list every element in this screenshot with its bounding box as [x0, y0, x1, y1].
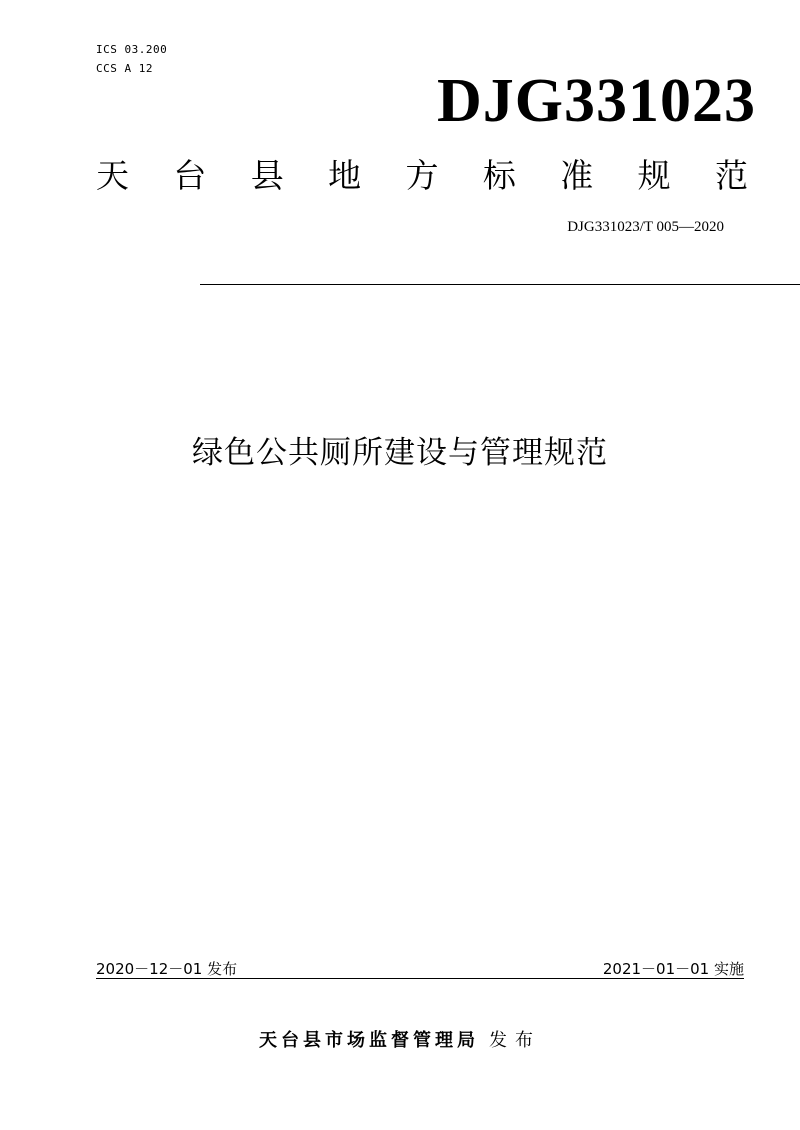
standard-type-char: 规: [637, 156, 671, 195]
issuer-line: [0, 1027, 800, 1055]
standard-type-char: 标: [482, 156, 516, 195]
standard-number: DJG331023/T 005—2020: [567, 219, 724, 235]
ccs-code: CCS A 12: [96, 62, 153, 75]
standard-type-char: 县: [250, 156, 284, 195]
footer-divider: [96, 978, 744, 979]
standard-type-char: 地: [328, 156, 362, 195]
ics-code: ICS 03.200: [96, 43, 168, 56]
date-row: [96, 958, 744, 980]
standard-type-char: 天: [96, 156, 129, 195]
standard-type-char: 准: [560, 156, 594, 195]
header-divider: [200, 284, 800, 285]
standard-code: DJG331023: [437, 67, 756, 135]
publish-date: 2020－12－01 发布: [96, 960, 238, 978]
standard-type-char: 范: [715, 156, 748, 195]
issue-action: 发布: [489, 1030, 541, 1051]
issuing-organization: 天台县市场监督管理局: [259, 1030, 479, 1051]
standard-type-char: 台: [173, 156, 207, 195]
standard-type-char: 方: [405, 156, 439, 195]
implement-date: 2021－01－01 实施: [602, 960, 744, 978]
standard-type-heading: [96, 152, 748, 200]
document-title: 绿色公共厕所建设与管理规范: [192, 435, 608, 471]
classification-codes: [96, 40, 167, 78]
